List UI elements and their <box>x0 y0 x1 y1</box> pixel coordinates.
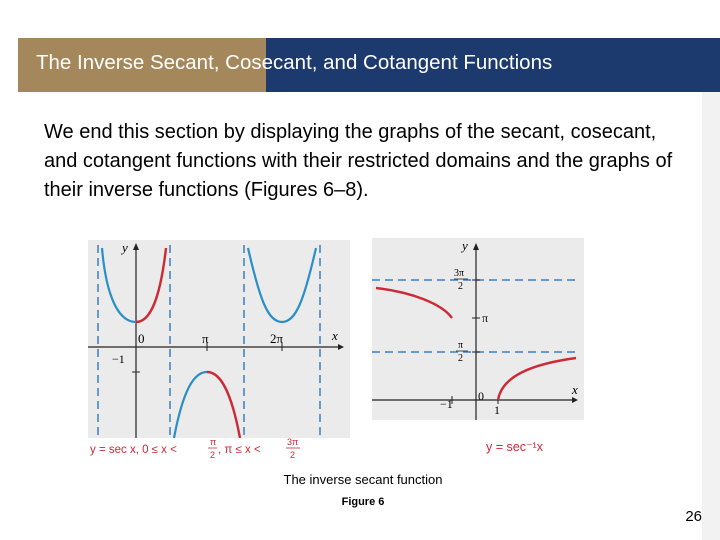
title-bar <box>18 38 720 92</box>
figure-caption: The inverse secant function <box>283 472 443 487</box>
tick-pi-label: π <box>202 331 209 346</box>
x-axis-label: x <box>572 382 578 397</box>
sec-caption-frac2-num: 3π <box>287 437 299 447</box>
y-axis-label: y <box>462 238 468 253</box>
sec-caption-part2: , π ≤ x < <box>218 444 261 456</box>
x-axis-arrow <box>572 397 578 403</box>
tick-2pi-label: 2π <box>270 331 284 346</box>
x-axis-arrow <box>338 344 344 350</box>
tick-1-label: 1 <box>494 403 500 417</box>
slide-title: The Inverse Secant, Cosecant, and Cotangent Functions <box>36 51 553 74</box>
arcsec-caption <box>482 436 582 456</box>
sec-graph <box>88 240 350 438</box>
sec-curve-red <box>136 248 166 322</box>
arcsec-caption-text: y = sec⁻¹x <box>486 440 543 454</box>
page-number: 26 <box>685 508 702 525</box>
tick-minus1-label: −1 <box>440 397 453 411</box>
figure-label: Figure 6 <box>341 496 385 508</box>
origin-label: 0 <box>138 331 145 346</box>
y-axis-label: y <box>122 240 128 255</box>
right-stripe <box>702 92 720 540</box>
sec-caption <box>86 434 316 464</box>
sec-graph-panel <box>88 240 350 438</box>
arcsec-graph-panel <box>372 238 584 420</box>
y-axis-arrow <box>133 243 139 250</box>
sec-caption-frac1-num: π <box>210 437 217 447</box>
tick-minus1-label: −1 <box>112 352 125 366</box>
sec-caption-frac2-den: 2 <box>290 450 296 460</box>
body-paragraph: We end this section by displaying the graphs of the secant, cosecant, and cotangent functions with their restricted domains and the graphs of their inverse functions (Figures 6–8). <box>44 121 673 201</box>
tick-3pi-over-2-num: 3π <box>454 268 465 279</box>
sec-curve-blue <box>174 372 207 438</box>
tick-pi-label: π <box>482 311 489 325</box>
sec-curve-blue <box>102 248 136 322</box>
y-axis-arrow <box>473 243 479 250</box>
sec-curve-red <box>207 372 240 438</box>
x-axis-label: x <box>332 328 338 343</box>
sec-caption-frac1-den: 2 <box>210 450 216 460</box>
tick-pi-over-2-num: π <box>458 340 464 351</box>
sec-curve-blue <box>248 248 316 322</box>
arcsec-graph <box>372 238 584 420</box>
tick-3pi-over-2-den: 2 <box>458 281 463 292</box>
origin-label: 0 <box>478 389 484 403</box>
arcsec-curve <box>376 288 452 318</box>
sec-caption-part1: y = sec x, 0 ≤ x < <box>90 444 177 456</box>
arcsec-curve <box>498 358 576 400</box>
tick-pi-over-2-den: 2 <box>458 353 463 364</box>
